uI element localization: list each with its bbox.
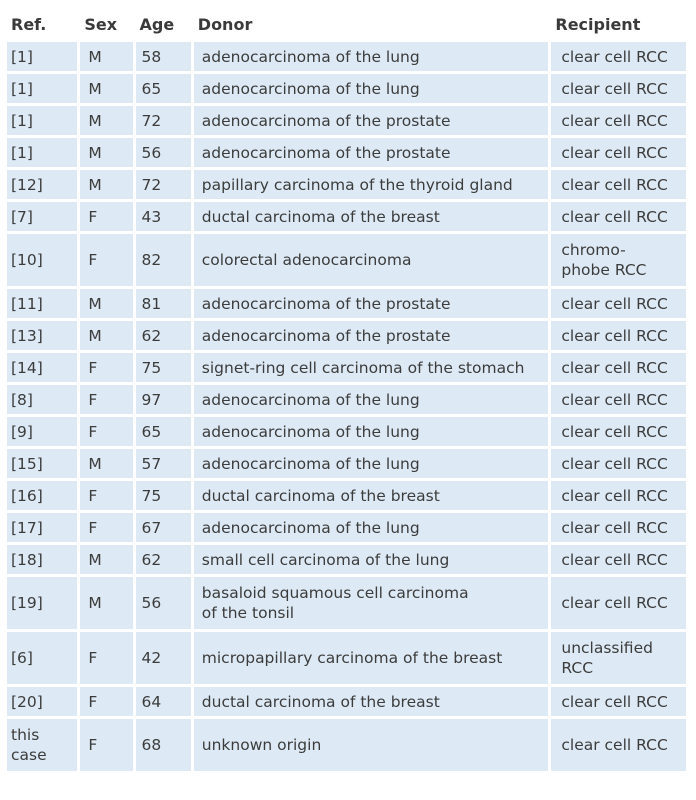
table-row bbox=[7, 719, 686, 771]
cell-age: 75 bbox=[136, 353, 191, 382]
cell-age: 68 bbox=[136, 719, 191, 771]
cell-ref: [12] bbox=[7, 170, 77, 199]
cell-sex: M bbox=[80, 321, 132, 350]
table-row bbox=[7, 289, 686, 318]
cell-donor: adenocarcinoma of the prostate bbox=[194, 321, 549, 350]
cell-sex: M bbox=[80, 577, 132, 629]
cell-sex: F bbox=[80, 719, 132, 771]
cell-recipient: clear cell RCC bbox=[551, 42, 686, 71]
cell-sex: M bbox=[80, 106, 132, 135]
cell-donor: basaloid squamous cell carcinoma of the tonsil bbox=[194, 577, 549, 629]
cell-sex: F bbox=[80, 632, 132, 684]
cell-donor: adenocarcinoma of the lung bbox=[194, 513, 549, 542]
header-ref: Ref. bbox=[7, 9, 77, 39]
cell-recipient: clear cell RCC bbox=[551, 719, 686, 771]
cell-age: 64 bbox=[136, 687, 191, 716]
header-row bbox=[7, 9, 686, 39]
cell-donor: signet-ring cell carcinoma of the stomach bbox=[194, 353, 549, 382]
cell-age: 58 bbox=[136, 42, 191, 71]
cell-age: 57 bbox=[136, 449, 191, 478]
cell-donor: colorectal adenocarcinoma bbox=[194, 234, 549, 286]
cell-ref: [10] bbox=[7, 234, 77, 286]
cell-ref: [17] bbox=[7, 513, 77, 542]
table-row bbox=[7, 138, 686, 167]
cell-donor: unknown origin bbox=[194, 719, 549, 771]
cell-age: 72 bbox=[136, 106, 191, 135]
cell-sex: F bbox=[80, 481, 132, 510]
table-row bbox=[7, 202, 686, 231]
cell-ref: this case bbox=[7, 719, 77, 771]
cell-donor: adenocarcinoma of the lung bbox=[194, 74, 549, 103]
cell-ref: [1] bbox=[7, 138, 77, 167]
cell-sex: M bbox=[80, 170, 132, 199]
cell-age: 97 bbox=[136, 385, 191, 414]
cell-donor: adenocarcinoma of the lung bbox=[194, 449, 549, 478]
cell-ref: [19] bbox=[7, 577, 77, 629]
cell-recipient: clear cell RCC bbox=[551, 545, 686, 574]
cell-recipient: clear cell RCC bbox=[551, 321, 686, 350]
header-recipient: Recipient bbox=[551, 9, 686, 39]
cell-recipient: clear cell RCC bbox=[551, 385, 686, 414]
cell-donor: adenocarcinoma of the prostate bbox=[194, 138, 549, 167]
cell-age: 75 bbox=[136, 481, 191, 510]
cell-recipient: clear cell RCC bbox=[551, 481, 686, 510]
cell-age: 82 bbox=[136, 234, 191, 286]
cell-donor: ductal carcinoma of the breast bbox=[194, 687, 549, 716]
header-age: Age bbox=[136, 9, 191, 39]
table-row bbox=[7, 513, 686, 542]
cell-recipient: clear cell RCC bbox=[551, 74, 686, 103]
header-donor: Donor bbox=[194, 9, 549, 39]
table-row bbox=[7, 577, 686, 629]
cell-ref: [1] bbox=[7, 42, 77, 71]
cell-age: 65 bbox=[136, 417, 191, 446]
cell-recipient: clear cell RCC bbox=[551, 106, 686, 135]
table-row bbox=[7, 42, 686, 71]
table-row bbox=[7, 632, 686, 684]
cell-ref: [9] bbox=[7, 417, 77, 446]
table-row bbox=[7, 74, 686, 103]
cell-ref: [6] bbox=[7, 632, 77, 684]
cell-age: 42 bbox=[136, 632, 191, 684]
cell-recipient: clear cell RCC bbox=[551, 513, 686, 542]
table-row bbox=[7, 321, 686, 350]
table-body bbox=[7, 42, 686, 771]
cell-ref: [16] bbox=[7, 481, 77, 510]
table-row bbox=[7, 353, 686, 382]
cell-sex: M bbox=[80, 545, 132, 574]
cell-recipient: clear cell RCC bbox=[551, 202, 686, 231]
cell-donor: adenocarcinoma of the lung bbox=[194, 42, 549, 71]
cell-ref: [8] bbox=[7, 385, 77, 414]
cell-age: 62 bbox=[136, 545, 191, 574]
cell-ref: [1] bbox=[7, 74, 77, 103]
cell-donor: papillary carcinoma of the thyroid gland bbox=[194, 170, 549, 199]
cell-sex: F bbox=[80, 417, 132, 446]
cell-ref: [14] bbox=[7, 353, 77, 382]
header-sex: Sex bbox=[80, 9, 132, 39]
cell-recipient: clear cell RCC bbox=[551, 449, 686, 478]
cell-donor: adenocarcinoma of the lung bbox=[194, 385, 549, 414]
cell-ref: [20] bbox=[7, 687, 77, 716]
cell-donor: ductal carcinoma of the breast bbox=[194, 202, 549, 231]
cell-recipient: unclassified RCC bbox=[551, 632, 686, 684]
cell-recipient: clear cell RCC bbox=[551, 687, 686, 716]
cell-ref: [7] bbox=[7, 202, 77, 231]
cell-age: 56 bbox=[136, 138, 191, 167]
cell-sex: F bbox=[80, 202, 132, 231]
cell-recipient: clear cell RCC bbox=[551, 289, 686, 318]
table-row bbox=[7, 545, 686, 574]
cell-donor: adenocarcinoma of the lung bbox=[194, 417, 549, 446]
cell-recipient: clear cell RCC bbox=[551, 170, 686, 199]
cell-sex: M bbox=[80, 74, 132, 103]
table-row bbox=[7, 449, 686, 478]
cell-recipient: clear cell RCC bbox=[551, 577, 686, 629]
table-row bbox=[7, 234, 686, 286]
cell-sex: F bbox=[80, 234, 132, 286]
table-row bbox=[7, 106, 686, 135]
table-row bbox=[7, 417, 686, 446]
cell-donor: ductal carcinoma of the breast bbox=[194, 481, 549, 510]
cell-ref: [11] bbox=[7, 289, 77, 318]
cell-donor: adenocarcinoma of the prostate bbox=[194, 106, 549, 135]
table-row bbox=[7, 481, 686, 510]
table-header bbox=[7, 9, 686, 39]
cell-sex: F bbox=[80, 353, 132, 382]
cell-recipient: clear cell RCC bbox=[551, 353, 686, 382]
cell-age: 56 bbox=[136, 577, 191, 629]
cell-age: 67 bbox=[136, 513, 191, 542]
cell-age: 72 bbox=[136, 170, 191, 199]
table-row bbox=[7, 170, 686, 199]
cell-age: 62 bbox=[136, 321, 191, 350]
cell-donor: micropapillary carcinoma of the breast bbox=[194, 632, 549, 684]
cell-ref: [13] bbox=[7, 321, 77, 350]
donor-recipient-table bbox=[4, 6, 689, 774]
cell-ref: [18] bbox=[7, 545, 77, 574]
cell-sex: F bbox=[80, 513, 132, 542]
cell-donor: adenocarcinoma of the prostate bbox=[194, 289, 549, 318]
cell-recipient: clear cell RCC bbox=[551, 138, 686, 167]
cell-ref: [1] bbox=[7, 106, 77, 135]
cell-sex: M bbox=[80, 289, 132, 318]
cell-sex: F bbox=[80, 687, 132, 716]
cell-age: 43 bbox=[136, 202, 191, 231]
cell-ref: [15] bbox=[7, 449, 77, 478]
cell-recipient: chromo- phobe RCC bbox=[551, 234, 686, 286]
table-row bbox=[7, 385, 686, 414]
cell-age: 81 bbox=[136, 289, 191, 318]
cell-sex: F bbox=[80, 385, 132, 414]
cell-sex: M bbox=[80, 138, 132, 167]
cell-age: 65 bbox=[136, 74, 191, 103]
cell-sex: M bbox=[80, 42, 132, 71]
table-row bbox=[7, 687, 686, 716]
cell-donor: small cell carcinoma of the lung bbox=[194, 545, 549, 574]
cell-recipient: clear cell RCC bbox=[551, 417, 686, 446]
cell-sex: M bbox=[80, 449, 132, 478]
